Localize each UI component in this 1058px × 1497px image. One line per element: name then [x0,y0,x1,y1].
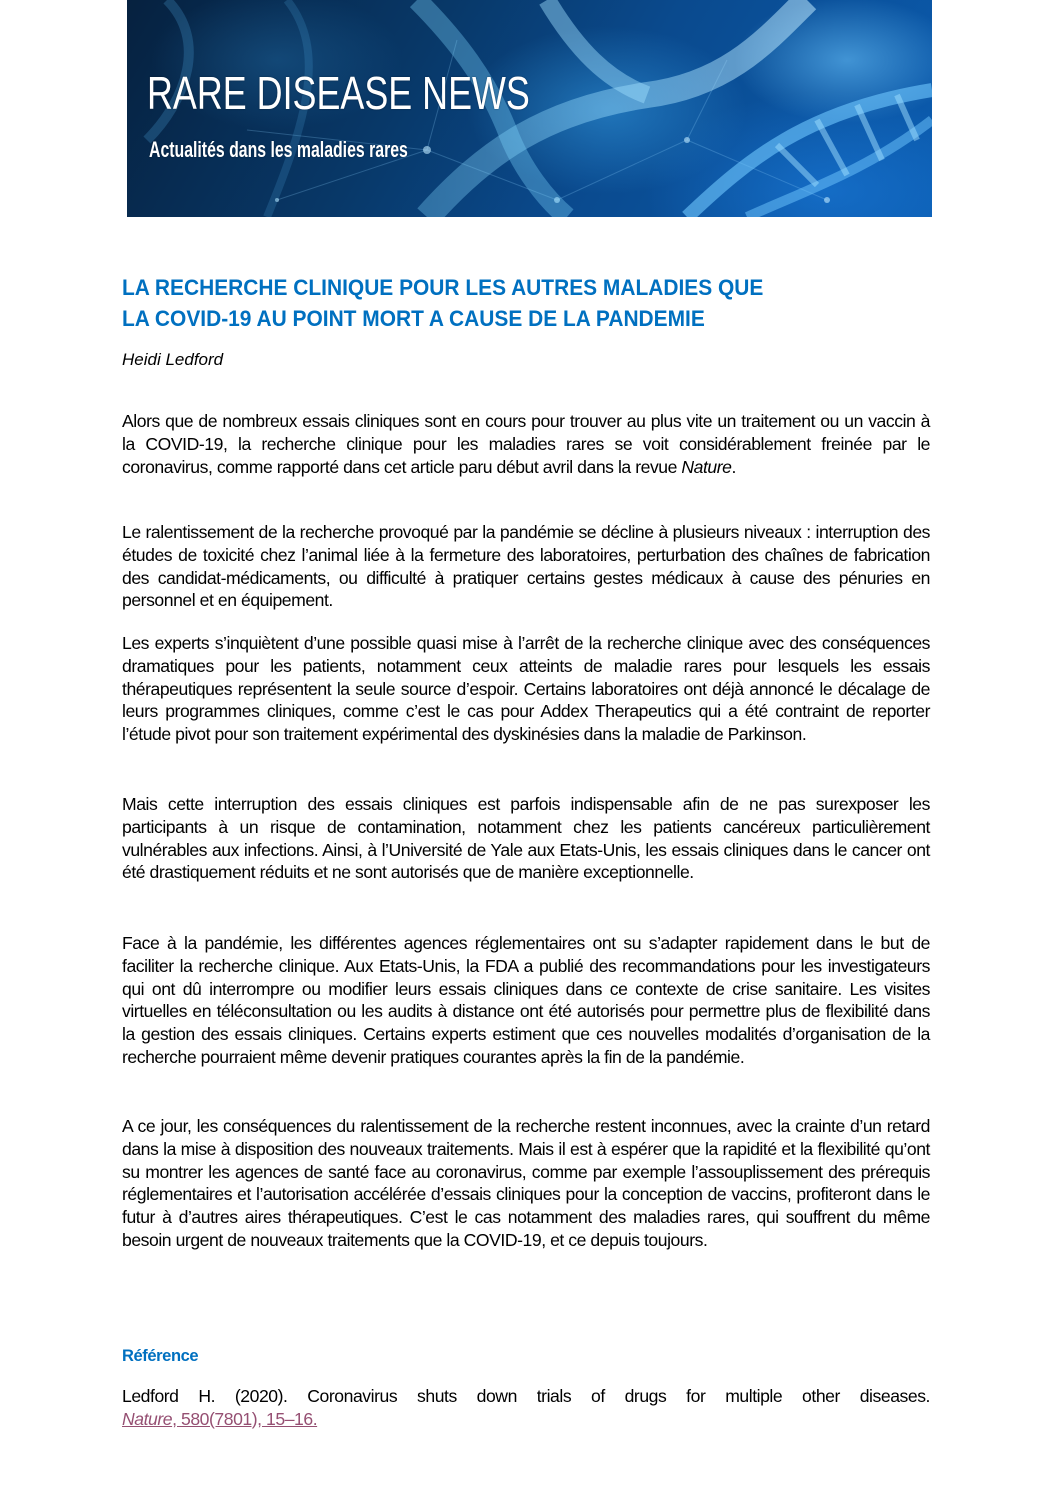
banner-title: RARE DISEASE NEWS [147,67,530,119]
paragraph-text: . [731,456,736,477]
paragraph-4: Mais cette interruption des essais cliniques est parfois indispensable afin de ne pas surexposer les participants à un risque de contamination, notamment chez les patients cancéreux particulièrement vulnérables aux infections. Ainsi, à l’Université de Yale aux Etats-Unis, les essais cliniques dans le cancer ont été drastiquement réduits et ne sont autorisés que de manière exceptionnelle. [122,794,930,883]
header-banner [127,0,932,217]
paragraph-text: Alors que de nombreux essais cliniques sont en cours pour trouver au plus vite un traitement ou un vaccin à la COVID-19, la recherche clinique pour les maladies rares se voit considérablement freinée par le coronavirus, comme rapporté dans cet article paru début avril dans la revue [122,411,930,477]
reference-link[interactable] [122,1409,317,1429]
reference-text: Ledford H. (2020). Coronavirus shuts down trials of drugs for multiple other diseases. [122,1386,930,1406]
reference-heading: Référence [122,1347,199,1365]
article-title [122,272,866,334]
article-title-line-2: LA COVID-19 AU POINT MORT A CAUSE DE LA PANDEMIE [122,306,705,331]
paragraph-3: Les experts s’inquiètent d’une possible quasi mise à l’arrêt de la recherche clinique avec des conséquences dramatiques pour les patients, notamment ceux atteints de maladie rares pour lesquels les essais thérapeutiques représentent la seule source d’espoir. Certains laboratoires ont déjà annoncé le décalage de leurs programmes cliniques, comme c’est le cas pour Addex Therapeutics qui a été contraint de reporter l’étude pivot pour son traitement expérimental des dyskinésies dans la maladie de Parkinson. [122,633,930,745]
paragraph-5: Face à la pandémie, les différentes agences réglementaires ont su s’adapter rapidement dans le but de faciliter la recherche clinique. Aux Etats-Unis, la FDA a publié des recommandations pour les investigateurs qui ont dû interrompre ou modifier leurs essais cliniques dans ce contexte de crise sanitaire. Les visites virtuelles en téléconsultation ou les audits à distance ont été autorisés pour permettre plus de flexibilité dans la gestion des essais cliniques. Certains experts estiment que ces nouvelles modalités d’organisation de la recherche pourraient même devenir pratiques courantes après la fin de la pandémie. [122,933,930,1067]
reference-link-details: , 580(7801), 15–16. [172,1408,318,1429]
article-title-line-1: LA RECHERCHE CLINIQUE POUR LES AUTRES MALADIES QUE [122,275,764,300]
journal-name: Nature [681,456,732,477]
paragraph-2: Le ralentissement de la recherche provoqué par la pandémie se décline à plusieurs niveaux : interruption des études de toxicité chez l’animal liée à la fermeture des laboratoires, perturbation des chaînes de fabrication des candidat-médicaments, ou difficulté à pratiquer certains gestes médicaux à cause des pénuries en personnel et en équipement. [122,522,930,611]
reference-citation [122,1385,930,1431]
banner-subtitle: Actualités dans les maladies rares [149,137,408,162]
article-author: Heidi Ledford [122,350,224,369]
reference-link-journal: Nature [122,1408,173,1429]
paragraph-6: A ce jour, les conséquences du ralentissement de la recherche restent inconnues, avec la crainte d’un retard dans la mise à disposition des nouveaux traitements. Mais il est à espérer que la rapidité et la flexibilité qu’ont su montrer les agences de santé face au coronavirus, comme par exemple l’assouplissement des prérequis réglementaires et l’autorisation accélérée d’essais cliniques pour la conception de vaccins, profiteront dans le futur à d’autres aires thérapeutiques. C’est le cas notamment des maladies rares, qui souffrent du même besoin urgent de nouveaux traitements que la COVID-19, et ce depuis toujours. [122,1116,930,1250]
paragraph-1 [122,410,930,478]
